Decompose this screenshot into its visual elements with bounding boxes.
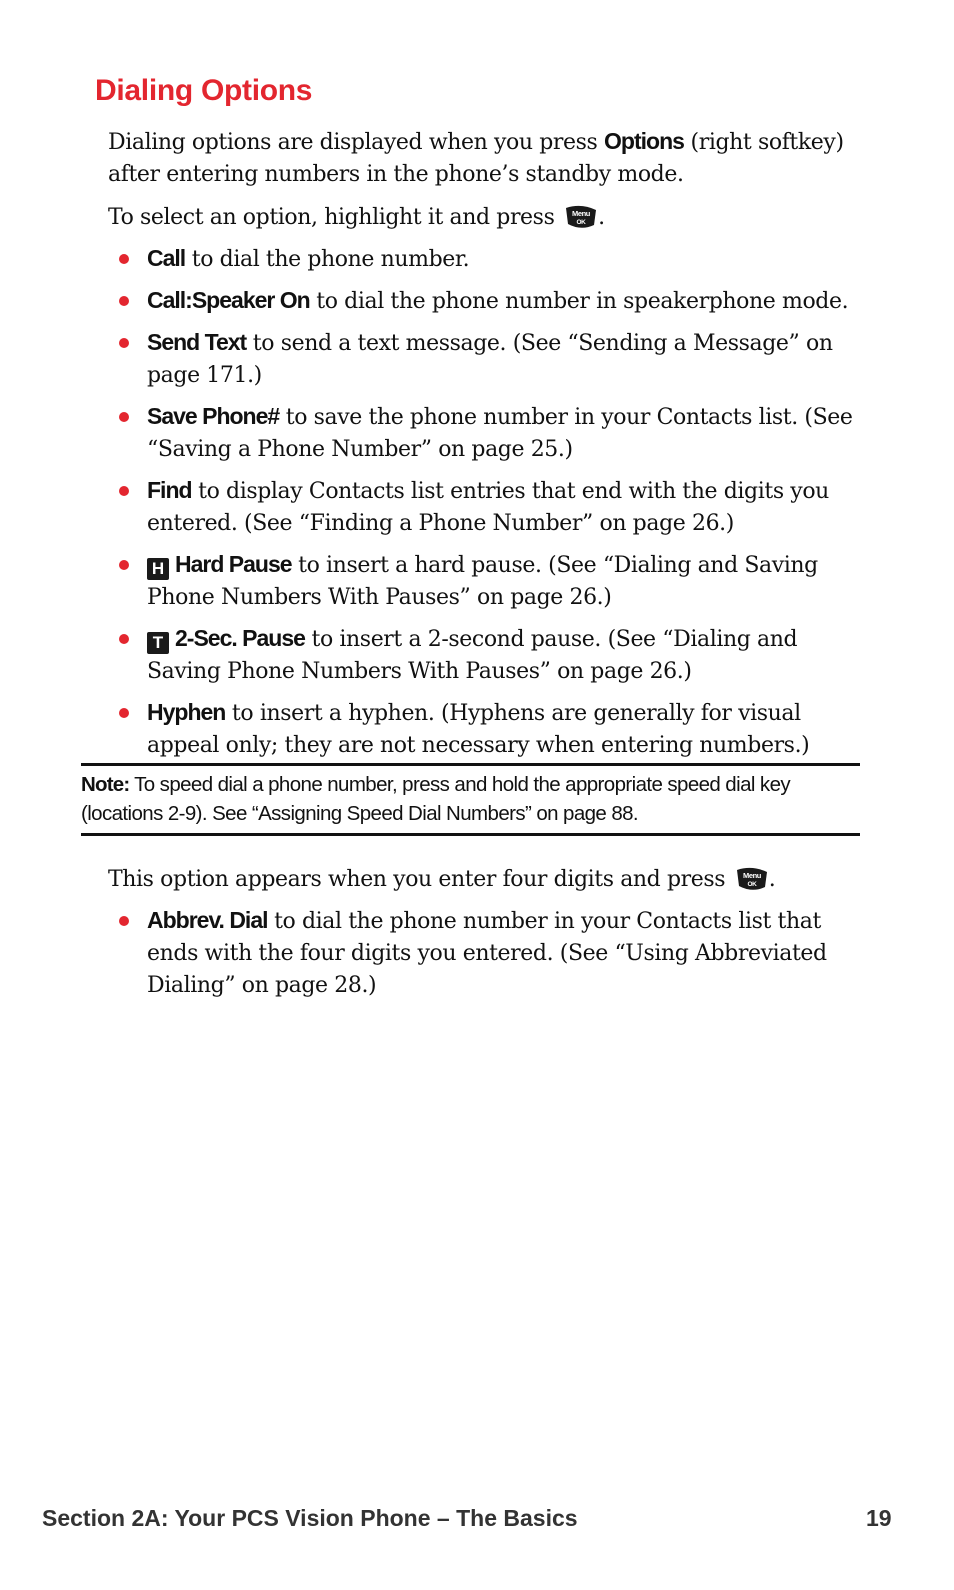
svg-text:Menu: Menu	[572, 209, 591, 218]
note-top-rule	[81, 763, 860, 766]
svg-text:OK: OK	[747, 881, 757, 888]
bullet-icon	[119, 560, 129, 570]
option-term: Abbrev. Dial	[147, 907, 268, 933]
note-box	[81, 770, 861, 828]
svg-text:OK: OK	[576, 219, 586, 226]
select-end: .	[598, 205, 605, 230]
note-label: Note:	[81, 773, 130, 796]
dialing-options-list	[108, 242, 868, 770]
bullet-icon	[119, 254, 129, 264]
option-description: to save the phone number in your Contacts list. (See “Saving a Phone Number” on page 25.)	[147, 405, 853, 462]
menu-ok-key-icon	[735, 866, 769, 892]
intro-text: Dialing options are displayed when you press	[108, 130, 605, 155]
option-description: to insert a hyphen. (Hyphens are generally for visual appeal only; they are not necessary when entering numbers.)	[147, 701, 810, 758]
list-item-save-phone	[108, 400, 868, 466]
option-term: 2-Sec. Pause	[175, 625, 305, 651]
timed-pause-icon: T	[147, 632, 169, 654]
option-term: Call:Speaker On	[147, 287, 310, 313]
bullet-icon	[119, 916, 129, 926]
option-term: Send Text	[147, 329, 247, 355]
abbrev-instruction	[108, 864, 868, 896]
page-title: Dialing Options	[95, 74, 313, 107]
bullet-icon	[119, 634, 129, 644]
option-description: to dial the phone number.	[185, 247, 470, 272]
option-term: Find	[147, 477, 192, 503]
abbrev-text: This option appears when you enter four digits and press	[108, 867, 732, 892]
option-description: to insert a hard pause. (See “Dialing and Saving Phone Numbers With Pauses” on page 26.)	[147, 553, 818, 610]
option-description: to insert a 2-second pause. (See “Dialing and Saving Phone Numbers With Pauses” on page 26.)	[147, 627, 798, 684]
intro-text-end: (right softkey) after entering numbers in the phone’s standby mode.	[108, 130, 844, 187]
option-term: Save Phone#	[147, 403, 280, 429]
list-item-call	[108, 242, 868, 276]
list-item-send-text	[108, 326, 868, 392]
select-instruction	[108, 202, 868, 234]
footer-page-number: 19	[866, 1505, 892, 1531]
intro-paragraph	[108, 125, 868, 191]
list-item-hard-pause	[108, 548, 868, 614]
option-description: to dial the phone number in speakerphone mode.	[309, 289, 849, 314]
list-item-call-speaker	[108, 284, 868, 318]
svg-text:Menu: Menu	[742, 871, 761, 880]
option-description: to display Contacts list entries that end with the digits you entered. (See “Finding a Phone Number” on page 26.)	[147, 479, 829, 536]
note-bottom-rule	[81, 833, 860, 836]
bullet-icon	[119, 708, 129, 718]
bullet-icon	[119, 412, 129, 422]
abbrev-end: .	[768, 867, 776, 892]
list-item-find	[108, 474, 868, 540]
option-term: Call	[147, 245, 186, 271]
select-text: To select an option, highlight it and press	[108, 205, 562, 230]
list-item-2sec-pause	[108, 622, 868, 688]
menu-ok-key-icon	[564, 204, 598, 230]
option-description: to send a text message. (See “Sending a Message” on page 171.)	[147, 331, 833, 388]
option-description: to dial the phone number in your Contacts list that ends with the four digits you entered. (See “Using Abbreviated Dialing” on page 28.)	[147, 909, 827, 998]
options-softkey-label: Options	[604, 128, 684, 154]
hard-pause-icon: H	[147, 558, 169, 580]
bullet-icon	[119, 296, 129, 306]
list-item-hyphen	[108, 696, 868, 762]
footer-section-title: Section 2A: Your PCS Vision Phone – The Basics	[42, 1505, 578, 1531]
bullet-icon	[119, 486, 129, 496]
abbrev-option-list	[108, 904, 868, 1010]
list-item-abbrev-dial	[108, 904, 868, 1002]
option-term: Hard Pause	[175, 551, 292, 577]
note-text: To speed dial a phone number, press and hold the appropriate speed dial key (locations 2-9). See “Assigning Speed Dial Numbers” on page 88.	[81, 773, 791, 825]
bullet-icon	[119, 338, 129, 348]
option-term: Hyphen	[147, 699, 226, 725]
